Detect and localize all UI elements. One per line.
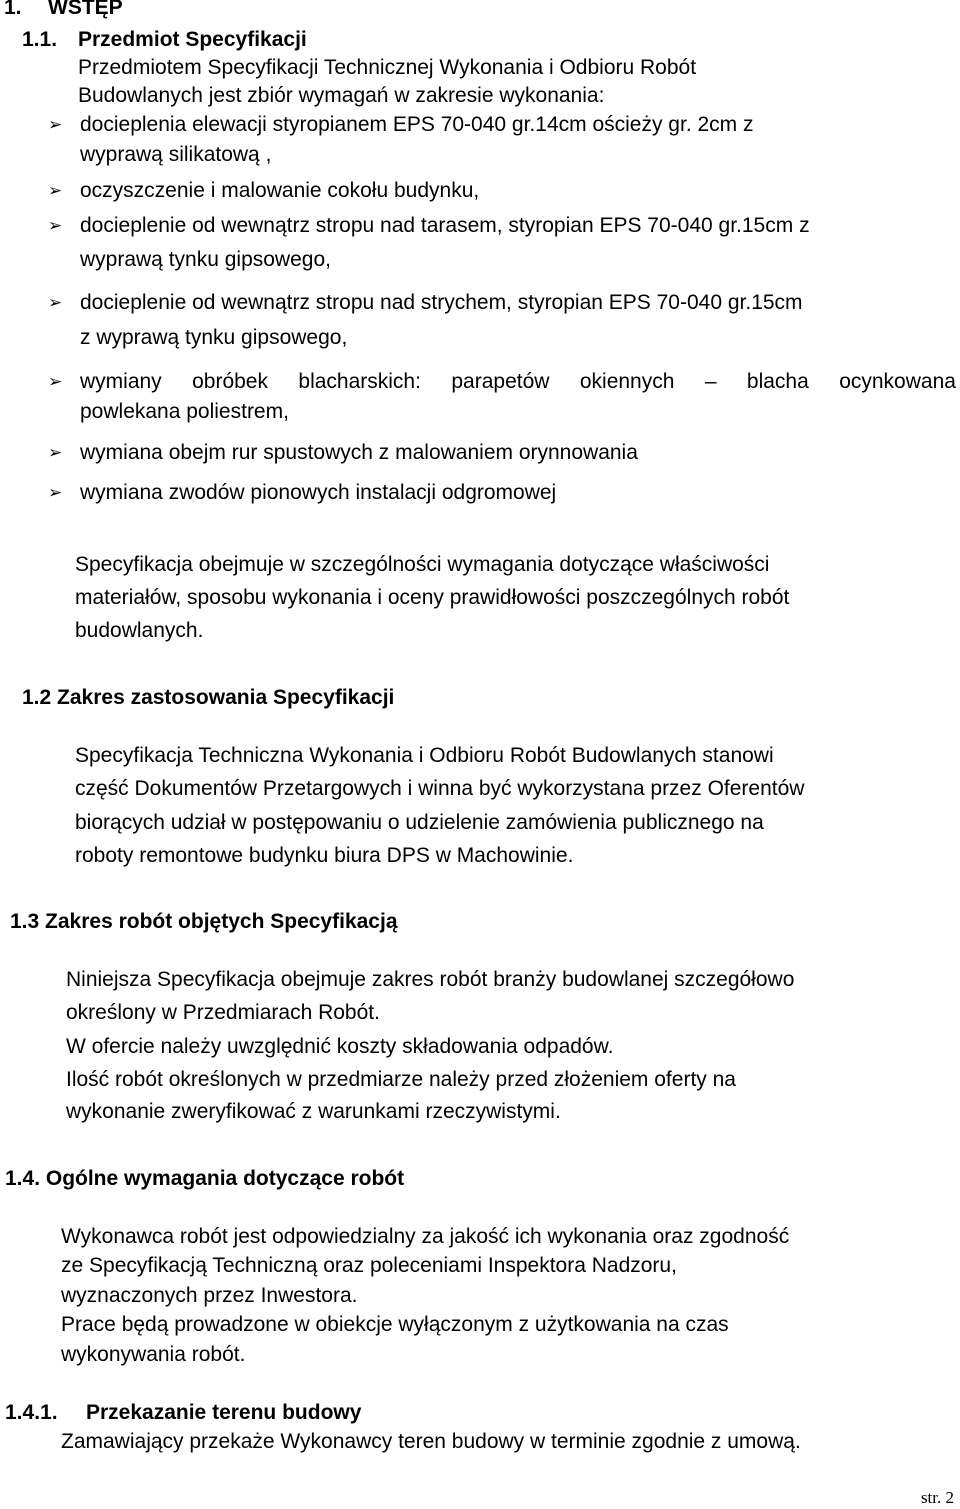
justified-word: wymiany xyxy=(80,370,162,393)
paragraph-line: część Dokumentów Przetargowych i winna być wykorzystana przez Oferentów xyxy=(75,777,805,800)
section-heading: 1.2 Zakres zastosowania Specyfikacji xyxy=(22,686,395,709)
arrow-bullet-icon: ➢ xyxy=(48,483,63,502)
list-item-line: powlekana poliestrem, xyxy=(80,400,289,423)
paragraph-line: Prace będą prowadzone w obiekcje wyłączonym z użytkowania na czas xyxy=(61,1313,729,1336)
list-item-line: wyprawą silikatową , xyxy=(80,143,272,166)
justified-word: – xyxy=(704,370,717,393)
justified-word: ocynkowana xyxy=(839,370,956,393)
justified-word: okiennych xyxy=(579,370,675,393)
section-heading: 1.3 Zakres robót objętych Specyfikacją xyxy=(10,910,398,933)
arrow-bullet-icon: ➢ xyxy=(48,372,63,391)
paragraph-line: wykonywania robót. xyxy=(61,1343,246,1366)
list-item-line: wymiana obejm rur spustowych z malowaniem orynnowania xyxy=(80,441,638,464)
paragraph-line: Niniejsza Specyfikacja obejmuje zakres robót branży budowlanej szczegółowo xyxy=(66,968,795,991)
chapter-title: WSTĘP xyxy=(48,0,123,19)
list-item-line: docieplenie od wewnątrz stropu nad strychem, styropian EPS 70-040 gr.15cm xyxy=(80,291,803,314)
arrow-bullet-icon: ➢ xyxy=(48,115,63,134)
paragraph-line: Wykonawca robót jest odpowiedzialny za jakość ich wykonania oraz zgodność xyxy=(61,1225,790,1248)
paragraph-line: biorących udział w postępowaniu o udzielenie zamówienia publicznego na xyxy=(75,811,764,834)
list-item-line-justified xyxy=(80,370,956,394)
arrow-bullet-icon: ➢ xyxy=(48,216,63,235)
list-item-line: wymiana zwodów pionowych instalacji odgromowej xyxy=(80,481,557,504)
paragraph-line: Specyfikacja Techniczna Wykonania i Odbioru Robót Budowlanych stanowi xyxy=(75,744,774,767)
paragraph-line: roboty remontowe budynku biura DPS w Machowinie. xyxy=(75,844,574,867)
list-item-line: oczyszczenie i malowanie cokołu budynku, xyxy=(80,179,480,202)
paragraph-line: Zamawiający przekaże Wykonawcy teren budowy w terminie zgodnie z umową. xyxy=(61,1430,801,1453)
justified-word: obróbek xyxy=(192,370,268,393)
intro-line: Budowlanych jest zbiór wymagań w zakresie wykonania: xyxy=(78,84,605,107)
subsection-title: Przekazanie terenu budowy xyxy=(86,1401,362,1424)
justified-word: parapetów xyxy=(451,370,550,393)
section-title: Przedmiot Specyfikacji xyxy=(78,28,307,51)
arrow-bullet-icon: ➢ xyxy=(48,443,63,462)
section-heading: 1.4. Ogólne wymagania dotyczące robót xyxy=(5,1167,405,1190)
paragraph-line: określony w Przedmiarach Robót. xyxy=(66,1001,380,1024)
paragraph-line: W ofercie należy uwzględnić koszty składowania odpadów. xyxy=(66,1035,614,1058)
paragraph-line: Specyfikacja obejmuje w szczególności wymagania dotyczące właściwości xyxy=(75,553,770,576)
paragraph-line: ze Specyfikacją Techniczną oraz poleceniami Inspektora Nadzoru, xyxy=(61,1254,677,1277)
intro-line: Przedmiotem Specyfikacji Technicznej Wykonania i Odbioru Robót xyxy=(78,56,697,79)
subsection-number: 1.4.1. xyxy=(5,1401,58,1424)
justified-word: blacharskich: xyxy=(298,370,421,393)
page-number: str. 2 xyxy=(920,1488,954,1507)
paragraph-line: wyznaczonych przez Inwestora. xyxy=(61,1284,358,1307)
chapter-number: 1. xyxy=(4,0,22,19)
paragraph-line: materiałów, sposobu wykonania i oceny prawidłowości poszczególnych robót xyxy=(75,586,790,609)
list-item-line: docieplenia elewacji styropianem EPS 70-040 gr.14cm ościeży gr. 2cm z xyxy=(80,113,754,136)
arrow-bullet-icon: ➢ xyxy=(48,293,63,312)
arrow-bullet-icon: ➢ xyxy=(48,181,63,200)
paragraph-line: wykonanie zweryfikować z warunkami rzeczywistymi. xyxy=(66,1100,561,1123)
paragraph-line: budowlanych. xyxy=(75,619,204,642)
paragraph-line: Ilość robót określonych w przedmiarze należy przed złożeniem oferty na xyxy=(66,1068,736,1091)
list-item-line: wyprawą tynku gipsowego, xyxy=(80,248,331,271)
section-number: 1.1. xyxy=(22,28,58,51)
list-item-line: docieplenie od wewnątrz stropu nad tarasem, styropian EPS 70-040 gr.15cm z xyxy=(80,214,810,237)
justified-word: blacha xyxy=(746,370,809,393)
list-item-line: z wyprawą tynku gipsowego, xyxy=(80,326,348,349)
